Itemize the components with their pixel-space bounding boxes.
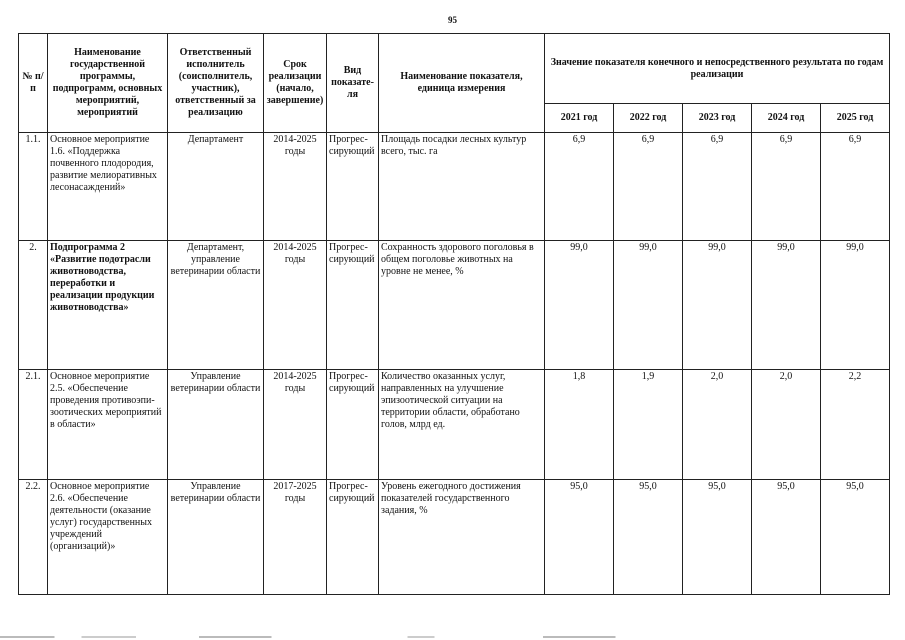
row-value-2025: 6,9 [821,133,890,241]
header-term: Срок реализации (начало, завершение) [264,34,327,133]
header-year: 2025 год [821,104,890,133]
row-number: 2.2. [19,480,48,595]
row-value-2022: 6,9 [614,133,683,241]
header-name: Наименование государственной программы, подпрограмм, основных мероприятий, мероприятий [48,34,168,133]
row-value-2022: 95,0 [614,480,683,595]
row-term: 2014-2025 годы [264,370,327,480]
row-value-2024: 99,0 [752,241,821,370]
row-indicator-type: Прогрес- сирующий [327,241,379,370]
row-program-name: Основное мероприятие 1.6. «Поддержка почвенного плодородия, развитие мелиоративных лесонасаждений» [48,133,168,241]
row-program-name: Подпрограмма 2 «Развитие подотрасли животноводства, переработки и реализации продукции животноводства» [48,241,168,370]
row-indicator-name: Уровень ежегодного достижения показателей государственного задания, % [379,480,545,595]
header-year: 2022 год [614,104,683,133]
row-term: 2014-2025 годы [264,133,327,241]
row-value-2021: 95,0 [545,480,614,595]
row-responsible: Департамент, управление ветеринарии области [168,241,264,370]
table-row [19,241,890,370]
row-term: 2014-2025 годы [264,241,327,370]
row-value-2025: 99,0 [821,241,890,370]
row-indicator-type: Прогрес- сирующий [327,480,379,595]
row-indicator-name: Площадь посадки лесных культур всего, тыс. га [379,133,545,241]
row-value-2022: 1,9 [614,370,683,480]
header-num: № п/п [19,34,48,133]
header-year: 2024 год [752,104,821,133]
row-value-2023: 95,0 [683,480,752,595]
row-number: 1.1. [19,133,48,241]
header-values: Значение показателя конечного и непосредственного результата по годам реализации [545,34,890,104]
row-value-2021: 1,8 [545,370,614,480]
row-value-2021: 99,0 [545,241,614,370]
row-responsible: Управление ветеринарии области [168,370,264,480]
row-value-2021: 6,9 [545,133,614,241]
row-program-name: Основное мероприятие 2.5. «Обеспечение проведения противоэпи- зоотических мероприятий в области» [48,370,168,480]
table-row [19,133,890,241]
row-value-2025: 2,2 [821,370,890,480]
row-value-2022: 99,0 [614,241,683,370]
table-row [19,370,890,480]
row-value-2023: 2,0 [683,370,752,480]
row-indicator-name: Количество оказанных услуг, направленных на улучшение эпизоотической ситуации на территории области, обработано голов, млрд ед. [379,370,545,480]
row-value-2024: 6,9 [752,133,821,241]
header-year: 2023 год [683,104,752,133]
row-responsible: Управление ветеринарии области [168,480,264,595]
scan-edge-line [0,636,905,638]
table-row [19,480,890,595]
row-program-name: Основное мероприятие 2.6. «Обеспечение деятельности (оказание услуг) государственных учреждений (организаций)» [48,480,168,595]
row-indicator-type: Прогрес- сирующий [327,370,379,480]
row-number: 2. [19,241,48,370]
row-value-2025: 95,0 [821,480,890,595]
row-indicator-name: Сохранность здорового поголовья в общем поголовье животных на уровне не менее, % [379,241,545,370]
row-responsible: Департамент [168,133,264,241]
header-indicator-type: Вид показате- ля [327,34,379,133]
header-responsible: Ответственный исполнитель (соисполнитель, участник), ответственный за реализацию [168,34,264,133]
page-number: 95 [448,15,457,25]
indicators-table [18,33,890,595]
header-row-top [19,34,890,104]
row-value-2023: 99,0 [683,241,752,370]
row-value-2023: 6,9 [683,133,752,241]
header-year: 2021 год [545,104,614,133]
row-value-2024: 95,0 [752,480,821,595]
header-indicator-name: Наименование показателя, единица измерения [379,34,545,133]
row-term: 2017-2025 годы [264,480,327,595]
row-value-2024: 2,0 [752,370,821,480]
row-number: 2.1. [19,370,48,480]
row-indicator-type: Прогрес- сирующий [327,133,379,241]
